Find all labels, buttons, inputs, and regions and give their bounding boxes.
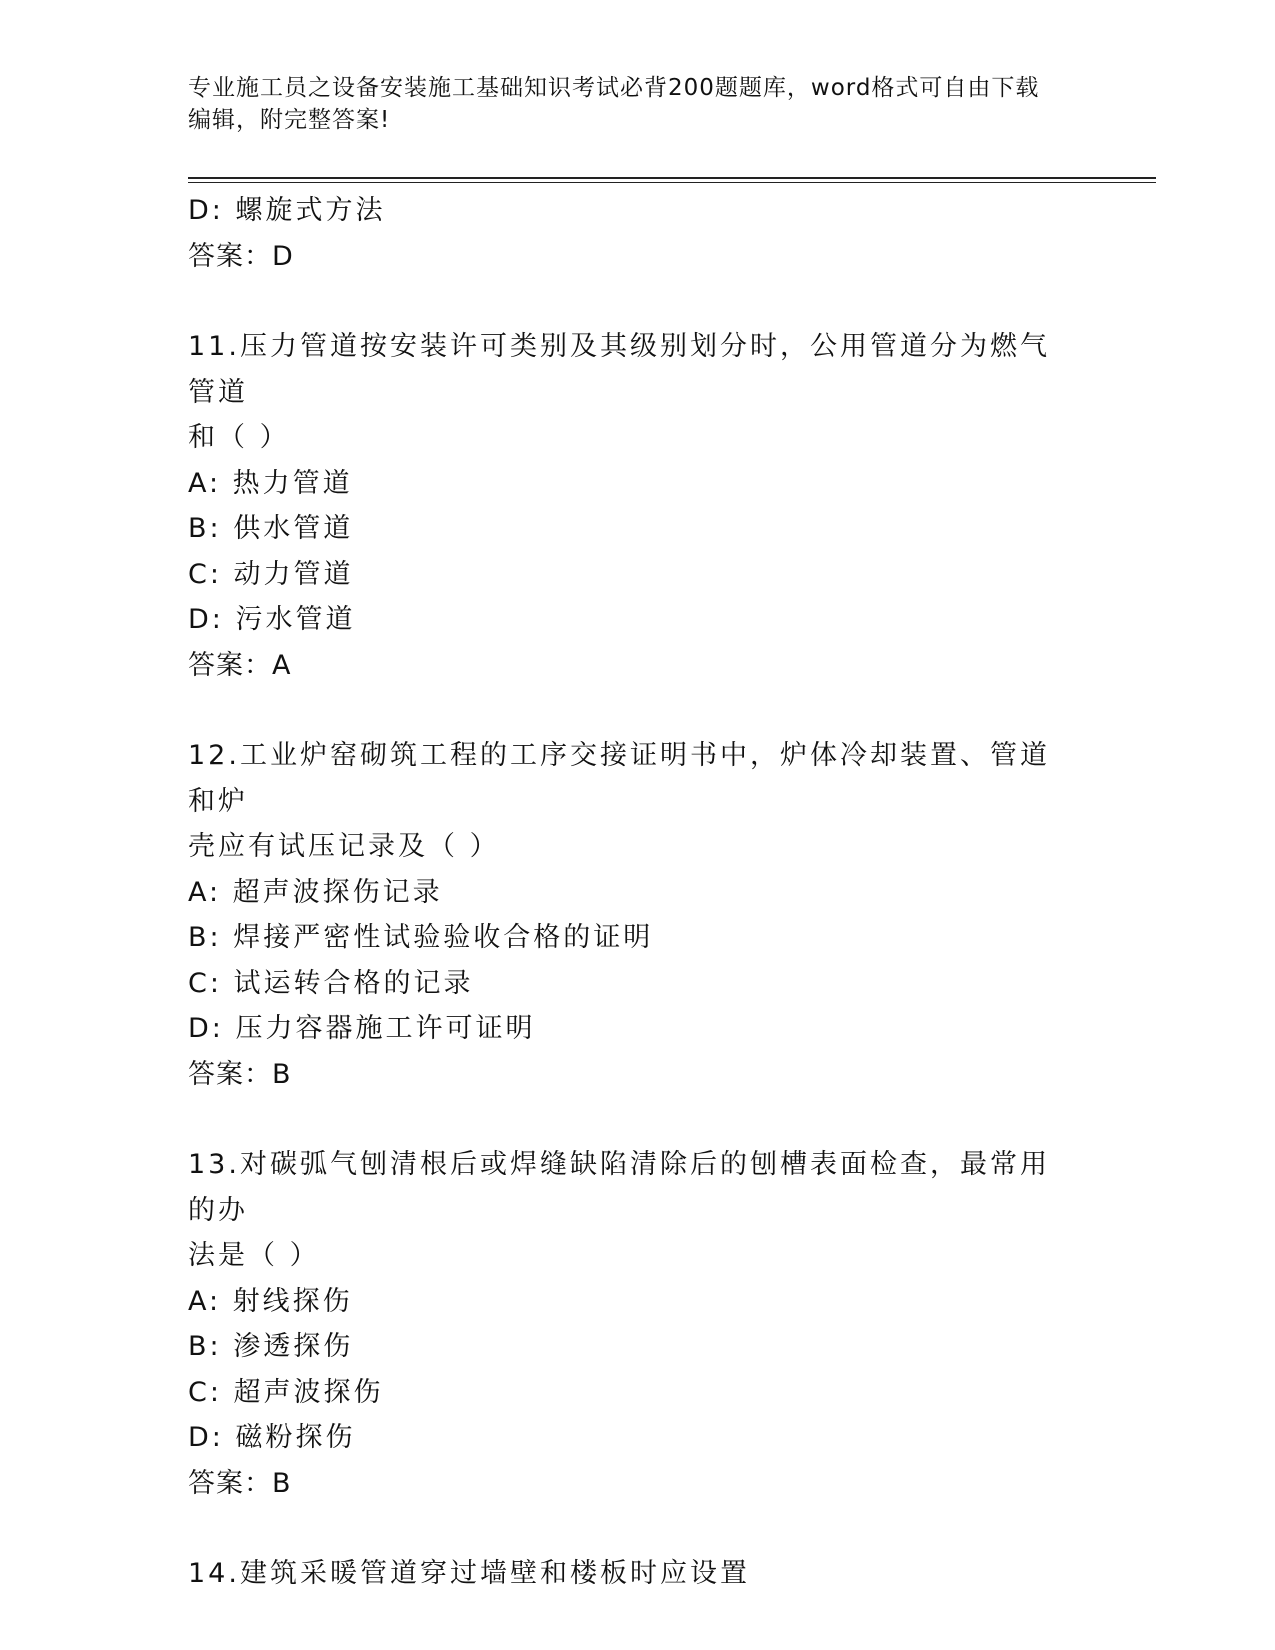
option-d: D: 螺旋式方法 — [188, 195, 386, 226]
question-text-line-1: 13.对碳弧气刨清根后或焊缝缺陷清除后的刨槽表面检查，最常用的办 — [188, 1149, 1050, 1226]
question-14 — [188, 1551, 1108, 1597]
answer-line: 答案：D — [188, 240, 294, 272]
question-13 — [188, 1142, 1108, 1506]
question-text — [188, 1551, 1078, 1597]
header-title-line-2: 编辑，附完整答案! — [188, 107, 391, 133]
previous-question-tail — [188, 188, 1108, 279]
option-b: B: 供水管道 — [188, 513, 354, 544]
question-text — [188, 733, 1078, 870]
option-d: D: 磁粉探伤 — [188, 1422, 356, 1453]
question-11 — [188, 324, 1108, 688]
question-text — [188, 1142, 1078, 1279]
question-12 — [188, 733, 1108, 1097]
question-text-line-2: 法是（ ） — [188, 1240, 320, 1271]
header-divider-thick — [188, 177, 1156, 179]
question-list — [188, 188, 1108, 1597]
option-d: D: 污水管道 — [188, 604, 356, 635]
option-b: B: 渗透探伤 — [188, 1331, 354, 1362]
header-title-line-1: 专业施工员之设备安装施工基础知识考试必背200题题库，word格式可自由下载 — [188, 75, 1040, 101]
question-text — [188, 324, 1078, 461]
question-text-line-2: 和（ ） — [188, 422, 290, 453]
document-header — [188, 72, 1068, 136]
question-text-line-1: 12.工业炉窑砌筑工程的工序交接证明书中，炉体冷却装置、管道和炉 — [188, 740, 1050, 817]
option-a: A: 射线探伤 — [188, 1285, 353, 1317]
header-divider-thin — [188, 182, 1156, 183]
answer-line: 答案：B — [188, 1467, 292, 1499]
option-b: B: 焊接严密性试验验收合格的证明 — [188, 922, 654, 953]
question-text-line-1: 11.压力管道按安装许可类别及其级别划分时，公用管道分为燃气管道 — [188, 331, 1050, 408]
option-c: C: 动力管道 — [188, 558, 354, 590]
option-a: A: 超声波探伤记录 — [188, 876, 443, 908]
option-c: C: 试运转合格的记录 — [188, 967, 474, 999]
option-d: D: 压力容器施工许可证明 — [188, 1013, 536, 1044]
question-text-line-1: 14.建筑采暖管道穿过墙壁和楼板时应设置 — [188, 1558, 750, 1589]
answer-line: 答案：A — [188, 649, 292, 681]
answer-line: 答案：B — [188, 1058, 292, 1090]
option-a: A: 热力管道 — [188, 467, 353, 499]
question-text-line-2: 壳应有试压记录及（ ） — [188, 831, 500, 862]
option-c: C: 超声波探伤 — [188, 1376, 384, 1408]
